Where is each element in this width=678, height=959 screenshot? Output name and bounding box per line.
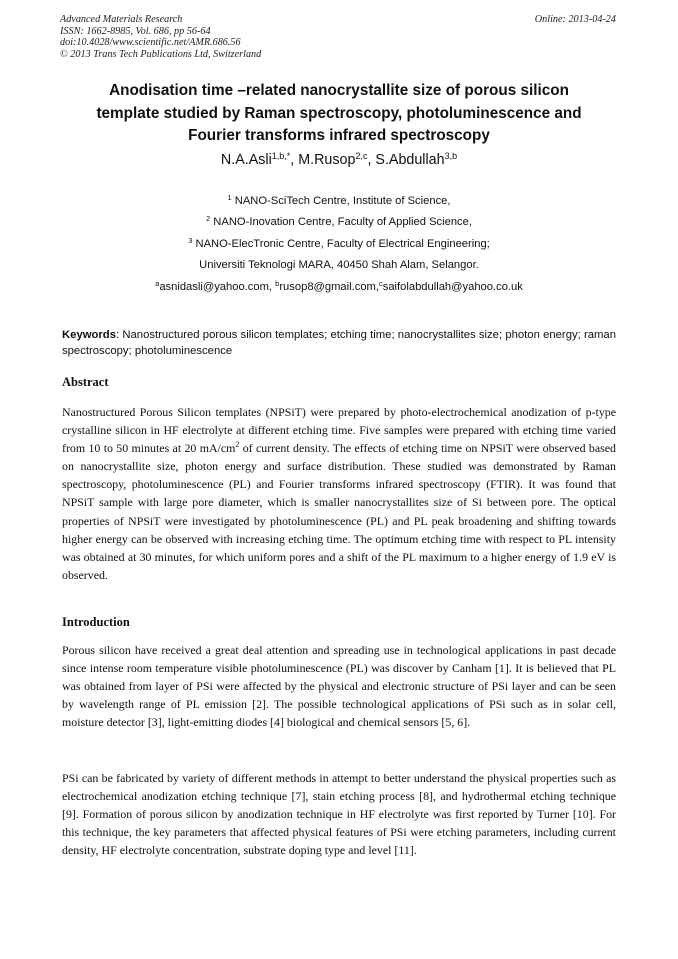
journal-header [60,14,616,60]
email-address: rusop8@gmail.com, [279,280,379,293]
author-affiliation-marker: 1,b,* [271,151,291,161]
email-address: saifolabdullah@yahoo.co.uk [382,280,523,293]
keywords-text: : Nanostructured porous silicon templates; etching time; nanocrystallites size; photon energy; raman spectroscopy; photoluminescence [62,329,616,357]
issn-volume: ISSN: 1662-8985, Vol. 686, pp 56-64 [60,25,211,37]
abstract-text [62,403,616,584]
author-list [60,151,618,169]
author-affiliation-marker: 3,b [444,151,458,161]
doi-line: doi:10.4028/www.scientific.net/AMR.686.56 [60,37,241,49]
affiliation-1 [60,191,618,212]
author-affiliation-marker: 2,c [355,151,368,161]
author-separator: , [367,152,376,168]
affiliation-marker: 2 [206,214,211,224]
introduction-heading: Introduction [62,615,130,629]
author-separator: , [290,152,299,168]
affiliation-marker: 3 [188,235,193,245]
affiliation-text: NANO-SciTech Centre, Institute of Science, [234,195,451,207]
abstract-heading: Abstract [62,375,109,389]
author-name: M.Rusop [298,152,356,168]
affiliation-marker: 1 [227,193,232,202]
abstract-text-part: Nanostructured Porous Silicon templates (NPSiT) were prepared by photo-electrochemical anodization of p-type crystalline silicon in HF electrolyte at different etching time. Five samples were prepared with etching time varied from 10 to 50 minutes at 20 mA/cm [62,405,616,456]
university-line: Universiti Teknologi MARA, 40450 Shah Alam, Selangor. [199,259,479,272]
affiliation-text: NANO-Inovation Centre, Faculty of Applied Science, [213,216,472,229]
affiliation-2 [60,212,618,233]
introduction-paragraph-2: PSi can be fabricated by variety of different methods in attempt to better understand the physical properties such as electrochemical anodization etching technique [7], stain etching process [8], and hydrothermal etching technique [9]. Formation of porous silicon by anodization technique in HF electrolyte was first reported by Turner [10]. For this technique, the key parameters that affected physical features of PSi were etching parameters, including current density, HF electrolyte concentration, substrate doping type and level [11]. [62,771,616,858]
author-name: N.A.Asli [220,152,272,168]
copyright-line: © 2013 Trans Tech Publications Ltd, Switzerland [60,48,262,60]
affiliation-text: NANO-ElecTronic Centre, Faculty of Electrical Engineering; [195,237,490,250]
email-marker: a [155,278,160,288]
email-address: asnidasli@yahoo.com, [159,280,276,293]
online-date: Online: 2013-04-24 [534,14,616,25]
journal-name: Advanced Materials Research [60,14,183,25]
title-line: template studied by Raman spectroscopy, photoluminescence and [96,104,582,122]
email-marker: b [275,278,280,288]
keywords-label: Keywords [62,329,116,341]
unit-superscript: 2 [235,440,240,450]
title-line: Anodisation time –related nanocrystallite size of porous silicon [109,82,569,99]
author-name: S.Abdullah [375,152,445,168]
paper-title [70,80,608,148]
abstract-text-part: of current density. The effects of etching time on NPSiT were observed based on nanocrystallite size, photon energy and surface distribution. These studied was demonstrated by Raman spectroscopy, photoluminescence (PL) and Fourier transforms infrared spectroscopy (FTIR). It was found that NPSiT sample with large pore diameter, which is smaller nanocrystallites size of Si between pore. The optical properties of NPSiT were investigated by photoluminescence (PL) and PL peak broadening and shifting towards higher energy can be observed with increasing etching time. The optimum etching time with respect to PL intensity was obtained at 30 minutes, for which uniform pores and a shift of the PL maximum to a higher energy of 1.9 eV is observed. [62,441,616,582]
email-marker: c [378,278,383,288]
email-line [60,277,618,298]
keywords [62,328,616,359]
affiliations [60,191,618,298]
affiliation-3 [60,234,618,255]
introduction-paragraph-1: Porous silicon have received a great deal attention and spreading use in technological applications in past decade since intense room temperature visible photoluminescence (PL) was discover by Canham [1]. It is believed that PL was obtained from layer of PSi were affected by the physical and electronic structure of PSi layer and can be seen by wavelength range of PL emission [2]. The possible technological applications of PSi such as in solar cell, moisture detector [3], light-emitting diodes [4] biological and chemical sensors [5, 6]. [62,643,616,730]
title-line: Fourier transforms infrared spectroscopy [188,127,490,144]
